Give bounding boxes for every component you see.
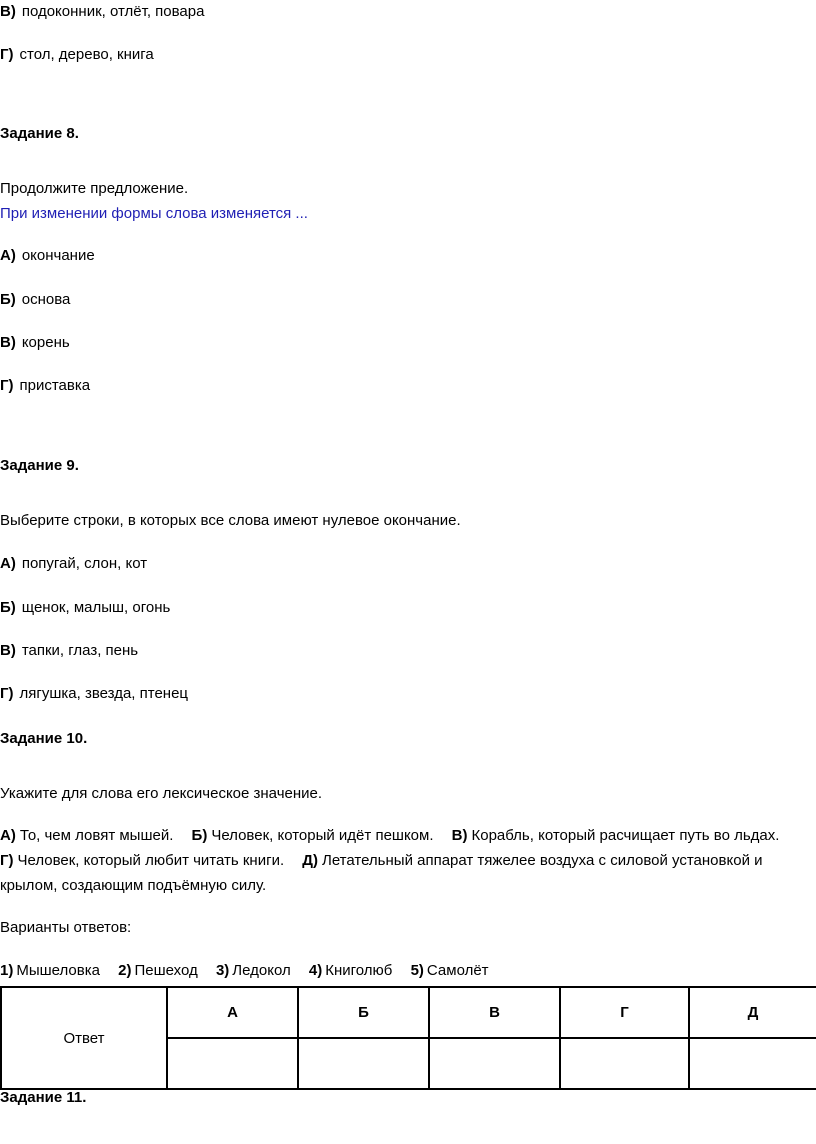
task9-option-g: Г) лягушка, звезда, птенец [0,685,189,702]
option-v: В) подоконник, отлёт, повара [0,3,205,20]
task8-option-b: Б) основа [0,291,71,308]
variant-2: 2) Пешеход [118,962,198,979]
answer-col-g: Г [560,987,689,1038]
answer-cell-b[interactable] [298,1038,429,1089]
definition-a: А) То, чем ловят мышей. [0,827,174,844]
answer-cell-d[interactable] [689,1038,816,1089]
task8-option-a: А) окончание [0,247,95,264]
answer-col-a: А [167,987,298,1038]
task9-title: Задание 9. [0,457,79,474]
task8-option-g: Г) приставка [0,377,91,394]
answer-row-label: Ответ [1,987,167,1089]
task10-instruction: Укажите для слова его лексическое значение. [0,785,323,802]
task9-option-v: В) тапки, глаз, пень [0,642,139,659]
task11-title: Задание 11. [0,1089,87,1106]
variants-label: Варианты ответов: [0,919,132,936]
answer-col-d: Д [689,987,816,1038]
variants-list [0,961,489,981]
answer-cell-g[interactable] [560,1038,689,1089]
variant-3: 3) Ледокол [215,962,291,979]
variant-5: 5) Самолёт [410,962,489,979]
answer-cell-v[interactable] [429,1038,560,1089]
variant-4: 4) Книголюб [308,962,393,979]
definition-b: Б) Человек, который идёт пешком. [191,827,434,844]
definition-v: В) Корабль, который расчищает путь во льдах. [451,827,780,844]
task9-option-b: Б) щенок, малыш, огонь [0,599,171,616]
answer-col-v: В [429,987,560,1038]
task10-definitions [0,823,800,898]
definition-g: Г) Человек, который любит читать книги. [0,852,285,869]
option-g: Г) стол, дерево, книга [0,46,154,63]
answer-table [0,986,816,1090]
definition-d: Д) Летательный аппарат тяжелее воздуха с силовой установкой и крылом, создающим подъёмную силу. [0,852,763,894]
task9-option-a: А) попугай, слон, кот [0,555,148,572]
task8-instruction: Продолжите предложение. [0,180,189,197]
task8-option-v: В) корень [0,334,70,351]
task9-instruction: Выберите строки, в которых все слова имеют нулевое окончание. [0,512,461,529]
variant-1: 1) Мышеловка [0,962,100,979]
answer-col-b: Б [298,987,429,1038]
task8-prompt: При изменении формы слова изменяется ... [0,205,308,222]
task10-title: Задание 10. [0,730,88,747]
task8-title: Задание 8. [0,125,79,142]
answer-cell-a[interactable] [167,1038,298,1089]
